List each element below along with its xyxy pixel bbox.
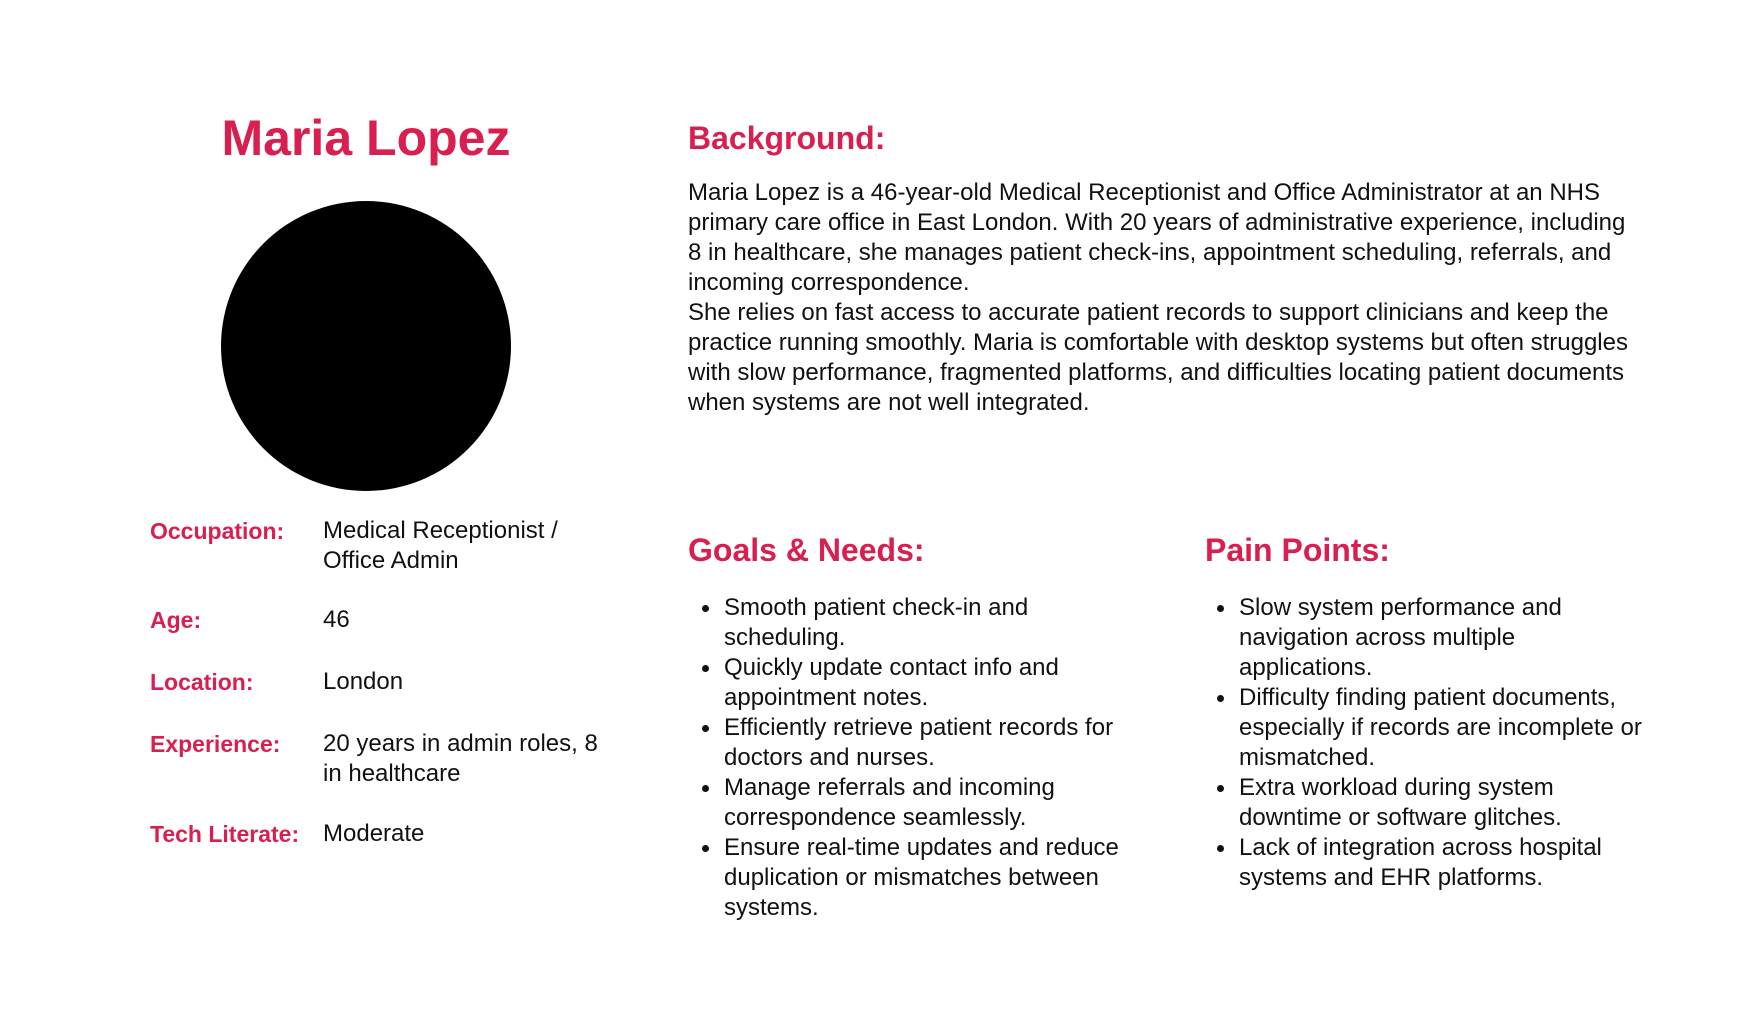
- experience-label: Experience:: [150, 731, 281, 757]
- tech-literate-value: Moderate: [323, 820, 425, 847]
- avatar: [221, 201, 511, 491]
- experience-value: 20 years in admin roles, 8 in healthcare: [323, 730, 598, 787]
- goal-item: Smooth patient check-in and scheduling.: [688, 593, 1128, 653]
- pain-point-item: Difficulty finding patient documents, especially if records are incomplete or mismatched.: [1203, 683, 1643, 773]
- goal-item: Ensure real-time updates and reduce duplication or mismatches between systems.: [688, 833, 1128, 923]
- background-text: [688, 178, 1628, 418]
- goal-item: Manage referrals and incoming correspondence seamlessly.: [688, 773, 1128, 833]
- location-label: Location:: [150, 669, 254, 695]
- pain-point-item: Slow system performance and navigation across multiple applications.: [1203, 593, 1643, 683]
- occupation-value: Medical Receptionist / Office Admin: [323, 517, 558, 574]
- persona-name: Maria Lopez: [221, 110, 511, 166]
- tech-literate-label: Tech Literate:: [150, 821, 300, 847]
- goals-list: [688, 593, 1128, 923]
- pain-points-list: [1203, 593, 1643, 893]
- age-value: 46: [323, 606, 350, 633]
- location-value: London: [323, 668, 404, 695]
- background-paragraph: Maria Lopez is a 46-year-old Medical Receptionist and Office Administrator at an NHS primary care office in East London. With 20 years of administrative experience, including 8 in healthcare, she manages patient check-ins, appointment scheduling, referrals, and incoming correspondence.: [688, 179, 1626, 296]
- pain-point-item: Extra workload during system downtime or software glitches.: [1203, 773, 1643, 833]
- pain-points-heading: Pain Points:: [1205, 532, 1390, 568]
- occupation-label: Occupation:: [150, 518, 285, 544]
- pain-point-item: Lack of integration across hospital systems and EHR platforms.: [1203, 833, 1643, 893]
- goals-heading: Goals & Needs:: [688, 532, 925, 568]
- goal-item: Efficiently retrieve patient records for doctors and nurses.: [688, 713, 1128, 773]
- goal-item: Quickly update contact info and appointment notes.: [688, 653, 1128, 713]
- background-paragraph: She relies on fast access to accurate patient records to support clinicians and keep the practice running smoothly. Maria is comfortable with desktop systems but often struggles with slow performance, fragmented platforms, and difficulties locating patient documents when systems are not well integrated.: [688, 299, 1628, 416]
- age-label: Age:: [150, 607, 202, 633]
- background-heading: Background:: [688, 120, 886, 156]
